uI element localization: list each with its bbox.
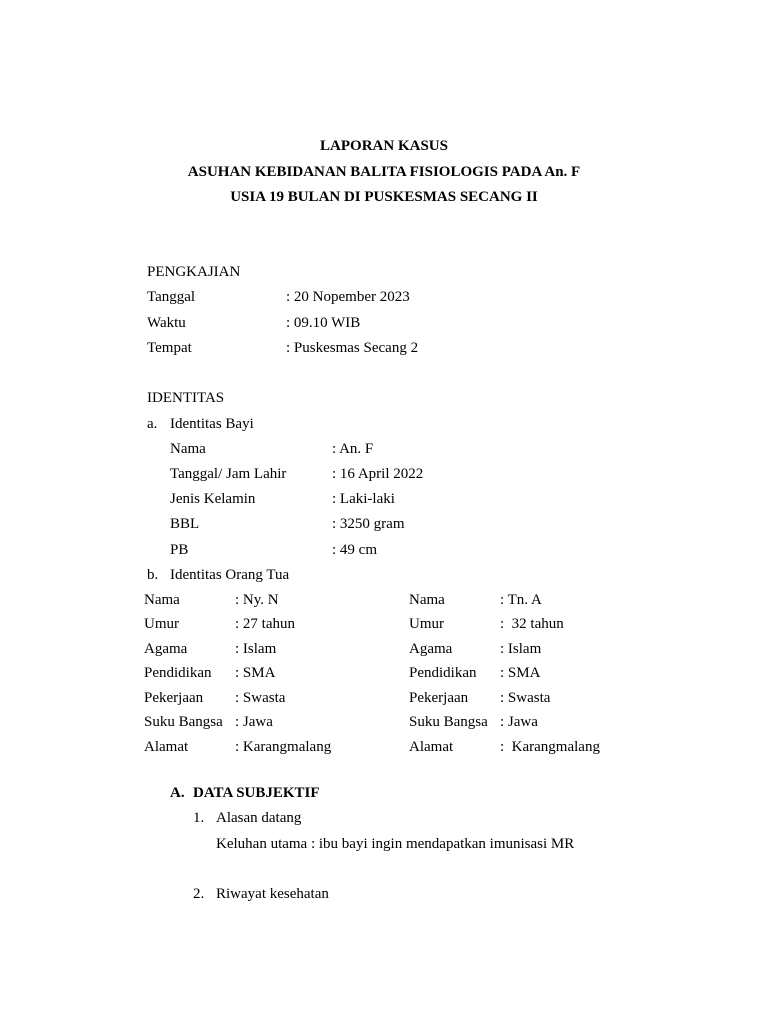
item-number: 2. bbox=[193, 886, 205, 902]
item-riwayat-kesehatan: Riwayat kesehatan bbox=[216, 886, 329, 902]
ayah-value-pekerjaan: : Swasta bbox=[500, 690, 551, 706]
ibu-value-suku-bangsa: : Jawa bbox=[235, 714, 273, 730]
ibu-label-alamat: Alamat bbox=[144, 739, 189, 755]
bayi-value-bbl: : 3250 gram bbox=[332, 516, 405, 532]
data-subjektif-heading: DATA SUBJEKTIF bbox=[193, 785, 320, 801]
ayah-label-pekerjaan: Pekerjaan bbox=[409, 690, 469, 706]
keluhan-utama: Keluhan utama : ibu bayi ingin mendapatkan imunisasi MR bbox=[216, 836, 575, 852]
ayah-label-pendidikan: Pendidikan bbox=[409, 665, 477, 681]
ibu-value-umur: : 27 tahun bbox=[235, 616, 295, 632]
ayah-label-agama: Agama bbox=[409, 641, 453, 657]
ibu-value-pendidikan: : SMA bbox=[235, 665, 276, 681]
report-subtitle-2: USIA 19 BULAN DI PUSKESMAS SECANG II bbox=[230, 189, 538, 205]
bayi-label-tanggal-lahir: Tanggal/ Jam Lahir bbox=[170, 466, 287, 482]
ibu-label-pendidikan: Pendidikan bbox=[144, 665, 212, 681]
pengkajian-value-tempat: : Puskesmas Secang 2 bbox=[286, 340, 419, 356]
report-title: LAPORAN KASUS bbox=[320, 138, 448, 154]
ayah-value-pendidikan: : SMA bbox=[500, 665, 541, 681]
identitas-bayi-marker: a. bbox=[147, 416, 158, 432]
pengkajian-heading: PENGKAJIAN bbox=[147, 264, 241, 280]
pengkajian-label-tempat: Tempat bbox=[147, 340, 192, 356]
ibu-label-nama: Nama bbox=[144, 592, 180, 608]
bayi-label-pb: PB bbox=[170, 542, 189, 558]
ayah-value-suku-bangsa: : Jawa bbox=[500, 714, 538, 730]
ibu-label-pekerjaan: Pekerjaan bbox=[144, 690, 204, 706]
ayah-value-alamat: : Karangmalang bbox=[500, 739, 600, 755]
ayah-label-nama: Nama bbox=[409, 592, 445, 608]
ayah-label-umur: Umur bbox=[409, 616, 444, 632]
identitas-orang-tua-marker: b. bbox=[147, 567, 159, 583]
ibu-value-agama: : Islam bbox=[235, 641, 277, 657]
ayah-label-suku-bangsa: Suku Bangsa bbox=[409, 714, 488, 730]
pengkajian-label-waktu: Waktu bbox=[147, 315, 186, 331]
ibu-label-agama: Agama bbox=[144, 641, 188, 657]
pengkajian-label-tanggal: Tanggal bbox=[147, 289, 196, 305]
bayi-label-bbl: BBL bbox=[170, 516, 200, 532]
bayi-value-tanggal-lahir: : 16 April 2022 bbox=[332, 466, 424, 482]
item-alasan-datang: Alasan datang bbox=[216, 810, 302, 826]
ibu-label-suku-bangsa: Suku Bangsa bbox=[144, 714, 223, 730]
pengkajian-value-waktu: : 09.10 WIB bbox=[286, 315, 361, 331]
bayi-label-jenis-kelamin: Jenis Kelamin bbox=[170, 491, 256, 507]
pengkajian-value-tanggal: : 20 Nopember 2023 bbox=[286, 289, 410, 305]
ibu-label-umur: Umur bbox=[144, 616, 179, 632]
ayah-value-nama: : Tn. A bbox=[500, 592, 542, 608]
ayah-value-agama: : Islam bbox=[500, 641, 542, 657]
data-subjektif-marker: A. bbox=[170, 785, 185, 801]
bayi-value-pb: : 49 cm bbox=[332, 542, 377, 558]
ibu-value-alamat: : Karangmalang bbox=[235, 739, 332, 755]
bayi-label-nama: Nama bbox=[170, 441, 206, 457]
identitas-bayi-title: Identitas Bayi bbox=[170, 416, 254, 432]
identitas-heading: IDENTITAS bbox=[147, 390, 225, 406]
ayah-value-umur: : 32 tahun bbox=[500, 616, 564, 632]
ibu-value-pekerjaan: : Swasta bbox=[235, 690, 286, 706]
item-number: 1. bbox=[193, 810, 205, 826]
bayi-value-nama: : An. F bbox=[332, 441, 374, 457]
ibu-value-nama: : Ny. N bbox=[235, 592, 279, 608]
ayah-label-alamat: Alamat bbox=[409, 739, 454, 755]
identitas-orang-tua-title: Identitas Orang Tua bbox=[170, 567, 290, 583]
bayi-value-jenis-kelamin: : Laki-laki bbox=[332, 491, 395, 507]
report-subtitle: ASUHAN KEBIDANAN BALITA FISIOLOGIS PADA An. F bbox=[187, 164, 581, 180]
